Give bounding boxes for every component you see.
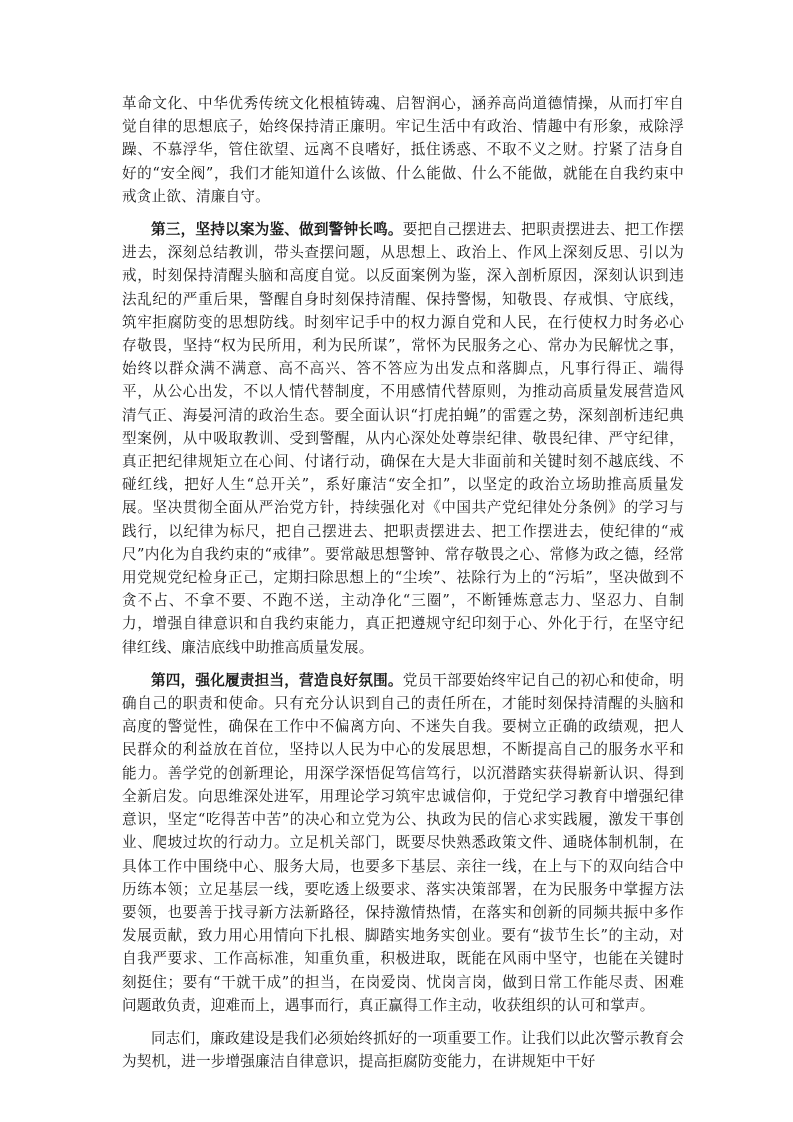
document-page: [122, 92, 684, 1073]
paragraph-3-heading: 第四，强化履责担当，营造良好氛围。: [151, 671, 403, 689]
paragraph-2-text: 要把自己摆进去、把职责摆进去、把工作摆进去，深刻总结教训，带头查摆问题，从思想上、政治上、作风上深刻反思、引以为戒，时刻保持清醒头脑和高度自觉。以反面案例为鉴，深入剖析原因，深刻认识到违法乱纪的严重后果，警醒自身时刻保持清醒、保持警惕，知敬畏、存戒惧、守底线，筑牢拒腐防变的思想防线。时刻牢记手中的权力源自党和人民，在行使权力时务必心存敬畏，坚持“权为民所用，利为民所谋”，常怀为民服务之心、常办为民解忧之事，始终以群众满不满意、高不高兴、答不答应为出发点和落脚点，凡事行得正、端得平，从公心出发，不以人情代替制度，不用感情代替原则，为推动高质量发展营造风清气正、海晏河清的政治生态。要全面认识“打虎拍蝇”的雷霆之势，深刻剖析违纪典型案例，从中吸取教训、受到警醒，从内心深处处尊崇纪律、敬畏纪律、严守纪律，真正把纪律规矩立在心间、付诸行动，确保在大是大非面前和关键时刻不越底线、不碰红线，把好人生“总开关”，系好廉洁“安全扣”，以坚定的政治立场助推高质量发展。坚决贯彻全面从严治党方针，持续强化对《中国共产党纪律处分条例》的学习与践行，以纪律为标尺，把自己摆进去、把职责摆进去、把工作摆进去，使纪律的“戒尺”内化为自我约束的“戒律”。要常敲思想警钟、常存敬畏之心、常修为政之德，经常用党规党纪检身正己，定期扫除思想上的“尘埃”、祛除行为上的“污垢”，坚决做到不贪不占、不拿不要、不跑不送，主动净化“三圈”，不断锤炼意志力、坚忍力、自制力，增强自律意识和自我约束能力，真正把遵规守纪印刻于心、外化于行，在坚守纪律红线、廉洁底线中助推高质量发展。: [122, 221, 684, 656]
paragraph-1: [122, 92, 684, 208]
paragraph-3-text: 党员干部要始终牢记自己的初心和使命，明确自己的职责和使命。只有充分认识到自己的责任所在，才能时刻保持清醒的头脑和高度的警觉性，确保在工作中不偏离方向、不迷失自我。要树立正确的政绩观，把人民群众的利益放在首位，坚持以人民为中心的发展思想，不断提高自己的服务水平和能力。善学党的创新理论，用深学深悟促笃信笃行，以沉潜踏实获得崭新认识、得到全新启发。向思维深处进军，用理论学习筑牢忠诚信仰，于党纪学习教育中增强纪律意识，坚定“吃得苦中苦”的决心和立党为公、执政为民的信心求实践履，激发干事创业、爬坡过坎的行动力。立足机关部门，既要尽快熟悉政策文件、通晓体制机制，在具体工作中围绕中心、服务大局，也要多下基层、亲往一线，在上与下的双向结合中历练本领；立足基层一线，要吃透上级要求、落实决策部署，在为民服务中掌握方法要领，也要善于找寻新方法新路径，保持激情热情，在落实和创新的同频共振中多作发展贡献，致力用心用情向下扎根、脚踏实地务实创业。要有“拔节生长”的主动，对自我严要求、工作高标准，知重负重，积极进取，既能在风雨中坚守，也能在关键时刻挺住；要有“干就干成”的担当，在岗爱岗、忧岗言岗，做到日常工作能尽责、困难问题敢负责，迎难而上，遇事而行，真正赢得工作主动，收获组织的认可和掌声。: [122, 671, 684, 1014]
paragraph-3: [122, 669, 684, 1017]
paragraph-1-text: 革命文化、中华优秀传统文化根植铸魂、启智润心，涵养高尚道德情操，从而打牢自觉自律的思想底子，始终保持清正廉明。牢记生活中有政治、情趣中有形象，戒除浮躁、不慕浮华，管住欲望、远离不良嗜好，抵住诱惑、不取不义之财。拧紧了洁身自好的“安全阀”，我们才能知道什么该做、什么能做、什么不能做，就能在自我约束中戒贪止欲、清廉自守。: [122, 95, 684, 205]
paragraph-2-heading: 第三，坚持以案为鉴、做到警钟长鸣。: [151, 221, 403, 239]
paragraph-2: [122, 218, 684, 659]
paragraph-4-text: 同志们，廉政建设是我们必须始终抓好的一项重要工作。让我们以此次警示教育会为契机，进一步增强廉洁自律意识，提高拒腐防变能力，在讲规矩中干好: [122, 1029, 684, 1071]
paragraph-4: [122, 1027, 684, 1073]
